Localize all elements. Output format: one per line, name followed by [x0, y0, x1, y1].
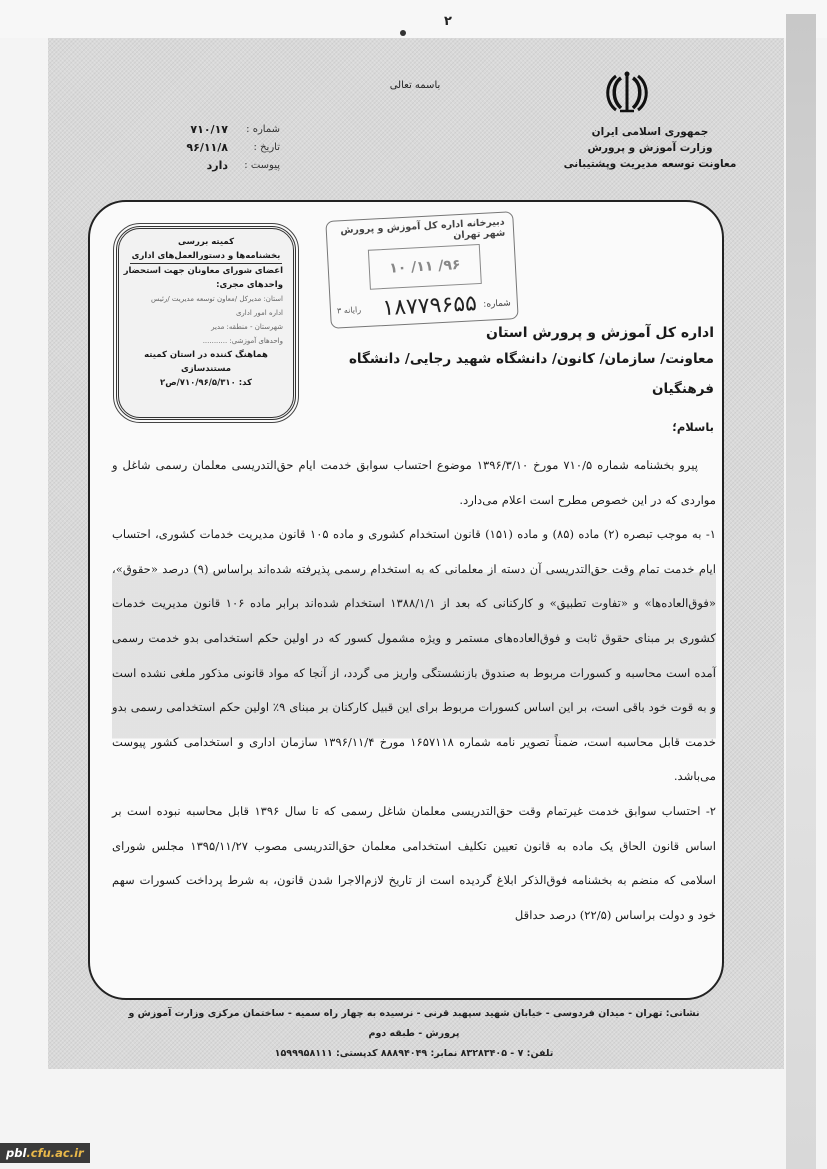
scan-top-margin: [0, 0, 827, 38]
committee-line: هماهنگ کننده در استان کمیته مستندسازی: [144, 350, 268, 374]
scan-speck: [400, 30, 406, 36]
stamp-number-label: شماره:: [483, 298, 512, 310]
stamp-number: ۱۸۷۷۹۶۵۵: [381, 291, 478, 322]
footer-contacts: تلفن: ۷ - ۸۳۲۸۳۴۰۵ نمابر: ۸۸۸۹۴۰۴۹ کدپستی: ۱۵۹۹۹۵۸۱۱۱: [274, 1048, 554, 1059]
stamp-date: ۹۶/ ۱۱/ ۱۰: [368, 244, 482, 290]
body-intro: پیرو بخشنامه شماره ۷۱۰/۵ مورخ ۱۳۹۶/۳/۱۰ موضوع احتساب سوابق خدمت ایام حق‌التدریسی معلمان رسمی شاغل و مواردی که در این خصوص مطرح است اعلام می‌دارد.: [112, 458, 716, 507]
letter-footer: [112, 1004, 716, 1064]
iran-emblem-icon: [604, 70, 650, 114]
committee-line: اعضای شورای معاونان جهت استحضار: [123, 266, 283, 276]
ministry-line: جمهوری اسلامی ایران: [591, 126, 709, 138]
scan-edge-shadow: [786, 14, 816, 1169]
meta-date: [160, 138, 280, 156]
bismillah: باسمه تعالی: [389, 80, 441, 91]
committee-code: کد: ۷۱۰/۹۶/۵/۳۱۰/ص۲: [160, 378, 252, 388]
body-item-1: ۱- به موجب تبصره (۲) ماده (۸۵) و ماده (۱۵۱) قانون استخدام کشوری و ماده ۱۰۵ قانون مدیریت خدمات کشوری، احتساب ایام خدمت تمام وقت حق‌التدریسی آن دسته از معلمانی که به استخدام رسمی پذیرفته شده‌اند براساس (۹) درصد «حقوق»، «فوق‌العاده‌ها» و «تفاوت تطبیق» و کارکنانی که بعد از ۱۳۸۸/۱/۱ استخدام شده‌اند برابر ماده ۱۰۶ قانون مدیریت خدمات کشوری بر مبنای حقوق ثابت و فوق‌العاده‌های مستمر و ویژه مشمول کسور که در اولین حکم استخدامی بدو خدمت رسمی آمده است محاسبه و کسورات مربوط به صندوق بازنشستگی واریز می گردد، از آنجا که مواد قانونی مذکور ملغی نشده است و به قوت خود باقی است، بر این اساس کسورات مربوط برای این قبیل کارکنان بر مبنای ۹٪ اولین حکم استخدامی رسمی بدو خدمت قابل محاسبه است، ضمناً تصویر نامه شماره ۱۶۵۷۱۱۸ مورخ ۱۳۹۶/۱۱/۴ سازمان اداری و استخدامی کشور پیوست می‌باشد.: [112, 517, 716, 794]
watermark-prefix: pbl: [6, 1146, 27, 1160]
watermark-suffix: .cfu.ac.ir: [26, 1146, 84, 1160]
body-item-2: ۲- احتساب سوابق خدمت غیرتمام وقت حق‌التدریسی معلمان شاغل رسمی که تا سال ۱۳۹۶ قابل محاسبه نبوده است بر اساس قانون الحاق یک ماده به قانون تعیین تکلیف استخدامی معلمان حق‌التدریسی مصوب ۱۳۹۵/۱۱/۲۷ مجلس شورای اسلامی که منضم به بخشنامه فوق‌الذکر ابلاغ گردیده است از تاریخ لازم‌الاجرا شدن قانون، به شرط پرداخت کسورات سهم خود و دولت براساس (۲۲/۵) درصد حداقل: [112, 803, 716, 922]
site-watermark: [0, 1143, 90, 1163]
meta-label: شماره :: [246, 123, 280, 135]
meta-attachment: [160, 156, 280, 174]
meta-value: ۷۱۰/۱۷: [190, 122, 228, 136]
stamp-title: دبیرخانه اداره کل آموزش و پرورش شهر تهران: [340, 216, 506, 242]
addressee-line2: معاونت/ سازمان/ کانون/ دانشگاه شهید رجایی/ دانشگاه فرهنگیان: [348, 351, 714, 397]
secretariat-stamp: [325, 211, 518, 329]
committee-line: استان: مدیرکل /معاون توسعه مدیریت /رئیس: [150, 295, 283, 303]
addressee: [310, 322, 714, 404]
meta-label: تاریخ :: [253, 141, 280, 153]
meta-value: دارد: [206, 158, 228, 172]
committee-line: اداره امور اداری: [235, 309, 283, 317]
committee-stamp-box: [116, 226, 296, 420]
ministry-header: [560, 124, 740, 172]
meta-label: پیوست :: [244, 159, 280, 171]
committee-line: واحدهای آموزشی: ...........: [202, 337, 283, 345]
letter-body: [112, 448, 716, 932]
ministry-line: معاونت توسعه مدیریت وپشتیبانی: [563, 158, 737, 170]
greeting: باسلام؛: [672, 420, 714, 434]
ministry-line: وزارت آموزش و پرورش: [587, 142, 713, 154]
committee-line: بخشنامه‌ها و دستورالعمل‌های اداری: [130, 249, 283, 264]
meta-number: [160, 120, 280, 138]
stamp-attachment: رایانه ۳: [336, 305, 362, 316]
addressee-line1: اداره کل آموزش و پرورش استان: [486, 325, 714, 341]
committee-line: شهرستان - منطقه: مدیر: [211, 323, 283, 331]
footer-address: نشانی: تهران - میدان فردوسی - خیابان شهید سپهبد قرنی - نرسیده به چهار راه سمیه - ساختمان مرکزی وزارت آموزش و پرورش - طبقه دوم: [128, 1008, 700, 1039]
meta-value: ۹۶/۱۱/۸: [186, 140, 228, 154]
page-number: ۲: [444, 14, 452, 29]
letter-meta: [160, 120, 280, 174]
committee-line: واحدهای مجری:: [216, 280, 283, 290]
committee-line: کمیته بررسی: [177, 237, 235, 247]
